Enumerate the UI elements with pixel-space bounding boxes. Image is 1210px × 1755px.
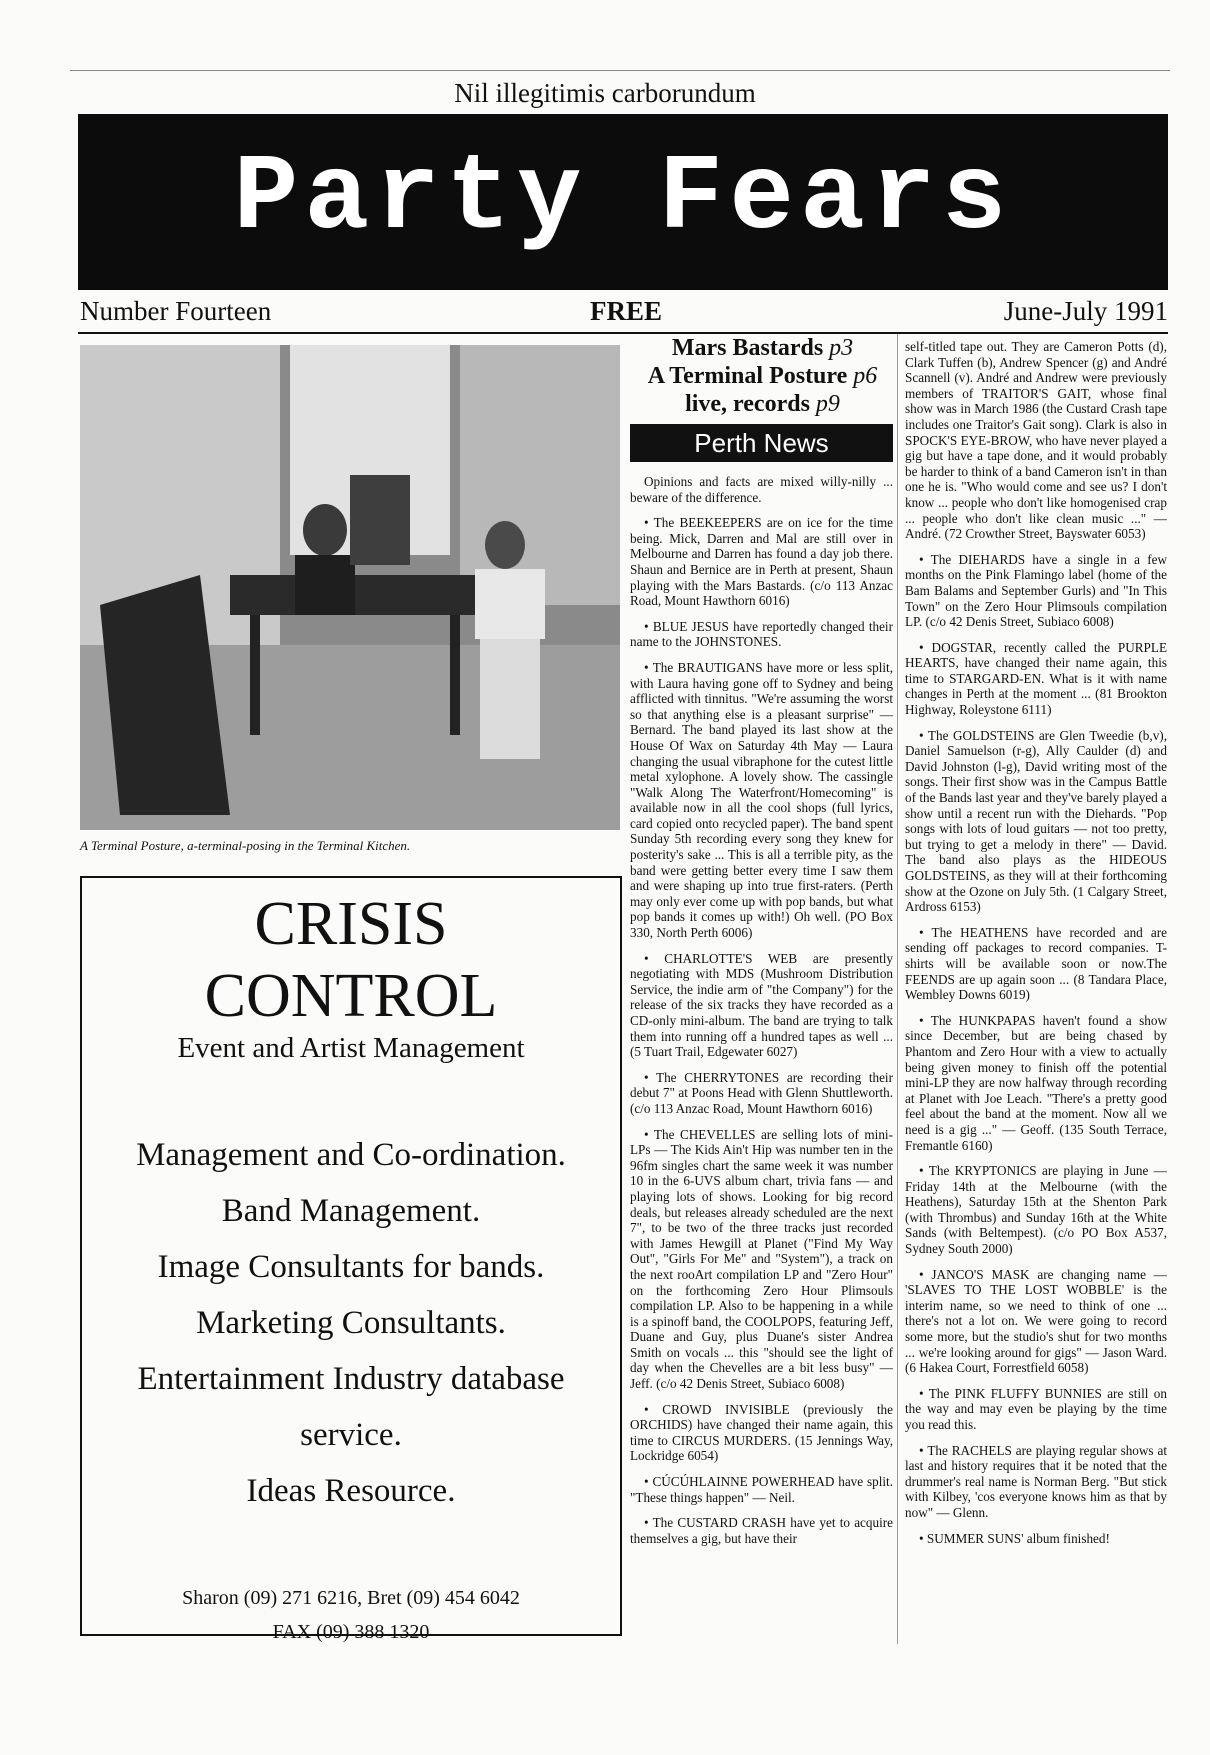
news-item: • The PINK FLUFFY BUNNIES are still on the way and may even be playing by the time you read this.: [905, 1385, 1167, 1432]
news-item: • The CUSTARD CRASH have yet to acquire themselves a gig, but have their: [630, 1515, 893, 1546]
issue-date: June-July 1991: [1003, 296, 1168, 326]
news-item: • BLUE JESUS have reportedly changed their name to the JOHNSTONES.: [630, 618, 893, 650]
ad-fax: FAX (09) 388 1320: [272, 1621, 430, 1643]
news-item: • SUMMER SUNS' album finished!: [919, 1530, 1110, 1546]
ad-service: Image Consultants for bands.: [157, 1249, 545, 1285]
ad-phone: Sharon (09) 271 6216, Bret (09) 454 6042: [182, 1587, 520, 1609]
news-heading: Perth News: [630, 424, 893, 462]
photo-caption: A Terminal Posture, a-terminal-posing in the Terminal Kitchen.: [80, 838, 411, 853]
teaser: live, records p9: [685, 391, 840, 417]
news-item: • DOGSTAR, recently called the PURPLE HEARTS, have changed their name again, this time to STARGARD-EN. What is it with name changes in Perth at the moment ... (81 Brookton Highway, Roleystone 6111): [905, 639, 1167, 718]
ad-subtitle: Event and Artist Management: [177, 1032, 525, 1064]
news-item: • The KRYPTONICS are playing in June — Friday 14th at the Melbourne (with the Heathens), Saturday 15th at the Shenton Park (with Thrombus) and Sunday 16th at the White Sands (with Beltempest). (c/o PO Box A537, Sydney South 2000): [905, 1163, 1167, 1257]
news-item: • The RACHELS are playing regular shows at last and history requires that it be noted that the drummer's real name is Norman Berg. "But stick with Kilbey, 'cos everyone knows him as that by now" — Glenn.: [905, 1442, 1167, 1520]
news-item: • The HUNKPAPAS haven't found a show since December, but are being chased by Phantom and Zero Hour with a view to actually being given money to finish off the potential mini-LP they are now halfway through recording at Planet with Joe Leach. "There's a pretty good feel about the band at the moment. Now all we need is a gig ..." — Geoff. (135 South Terrace, Fremantle 6160): [905, 1012, 1167, 1153]
news-item: • CROWD INVISIBLE (previously the ORCHIDS) have changed their name again, this time to CIRCUS MURDERS. (15 Jennings Way, Lockridge 6054): [630, 1401, 893, 1464]
header-rule: [78, 332, 1168, 334]
news-item: • The CHEVELLES are selling lots of mini-LPs — The Kids Ain't Hip was number ten in the 96fm singles chart the same week it was number 10 in the 6-UVS album chart, trivia fans — and playing lots of shows. Looking for big record deals, but releases already scheduled are the next 7", to be two of the three tracks just recorded with James Hewgill at Planet ("Find My Way Out", "Girls For Me" and "System"), a track on the next rooArt compilation LP and "Zero Hour" on the forthcoming Zero Hour Plimsouls compilation LP. Also to be happening in a while is a spinoff band, the COOLPOPS, featuring Jeff, Duane and Guy, plus Duane's sister Andrea Smith on vocals ... this "should see the light of day when the Chevelles are a bit less busy" — Jeff. (c/o 42 Denis Street, Subiaco 6008): [630, 1126, 893, 1392]
news-column-2: [630, 474, 893, 1556]
news-item: • CHARLOTTE'S WEB are presently negotiating with MDS (Mushroom Distribution Service, the indie arm of "the Company") for the release of the six tracks they have recorded as a CD-only mini-album. The band are trying to talk them into running off a hundred tapes as well ... (5 Tuart Trail, Edgewater 6027): [630, 950, 893, 1060]
motto: Nil illegitimis carborundum: [454, 78, 756, 108]
news-item: • The GOLDSTEINS are Glen Tweedie (b,v), Daniel Samuelson (r-g), Ally Caulder (d) and David Johnston (l-g), David writing most of the songs. Their first show was in the Campus Battle of the Bands last year and they've barely played a show until a recent run with the Diehards. "Pop songs with lots of loud guitars — not too pretty, but trying to get a melody in there" — David. The band also plays as the HIDEOUS GOLDSTEINS, as they will at their forthcoming show at the Ozone on July 5th. (1 Calgary Street, Ardross 6153): [905, 727, 1167, 915]
ad-service: Entertainment Industry database service.: [137, 1361, 565, 1453]
advertisement: [80, 876, 622, 1643]
news-item: • The BEEKEEPERS are on ice for the time being. Mick, Darren and Mal are still over in Melbourne and Darren has found a day job there. Shaun and Bernice are in Perth at present, Shaun playing with the Mars Bastards. (c/o 113 Anzac Road, Mount Hawthorn 6016): [630, 515, 893, 609]
news-item: • The CHERRYTONES are recording their debut 7" at Poons Head with Glenn Shuttleworth. (c/o 113 Anzac Road, Mount Hawthorn 6016): [630, 1069, 893, 1116]
ad-service: Ideas Resource.: [246, 1473, 456, 1509]
top-rule: [70, 70, 1170, 71]
issue-number: Number Fourteen: [80, 296, 272, 326]
band-photo: [80, 345, 620, 830]
news-item: • The HEATHENS have recorded and are sending off packages to record companies. T-shirts will be available soon or now.The FEENDS are up again soon ... (8 Tandara Place, Wembley Downs 6019): [905, 924, 1167, 1003]
issue-price: FREE: [590, 296, 663, 326]
page-teasers: [630, 334, 895, 418]
news-item: • The BRAUTIGANS have more or less split, with Laura having gone off to Sydney and being afflicted with tinnitus. "We're assuming the worst so that anything else is a pleasant surprise" — Bernard. The band played its last show at the House Of Wax on Saturday 4th May — Laura changing the usual vibraphone for the cutest little metal xylophone. A lovely show. The cassingle "Walk Along The Waterfront/Homecoming" is available now in all the cool shops (full lyrics, card copied onto recycled paper). The band spent Sunday 5th recording every song they knew for posterity's sake ... This is all a terrible pity, as the band were getting better every time I saw them and were shaping up into true first-raters. (Perth may only ever come up with pop bands, but what pop bands it comes up with!) Oh well. (PO Box 330, North Perth 6006): [630, 659, 893, 941]
teaser: Mars Bastards p3: [671, 335, 854, 361]
news-item: self-titled tape out. They are Cameron Potts (d), Clark Tuffen (b), Andrew Spencer (g) and André Scannell (v). André and Andrew were previously members of TRAITOR'S GAIT, whose final show was in March 1986 (the Custard Crash tape includes one Traitor's Gait song). Clark is also in SPOCK'S EYE-BROW, who have never played a gig but have a tape done, and it would probably be harder to think of a band Cameron isn't in than one he is. "Who would come and see us? I don't know ... people who don't like homogenised crap ... people who don't like clean music ..." — André. (72 Crowther Street, Bayswater 6053): [905, 339, 1167, 542]
masthead-title: Party Fears: [233, 138, 1013, 260]
news-item: • The DIEHARDS have a single in a few months on the Pink Flamingo label (home of the Bam Balams and September Gurls) and "In This Town" on the Zero Hour Plimsouls compilation LP. (c/o 42 Denis Street, Subiaco 6008): [905, 551, 1167, 630]
ad-service: Marketing Consultants.: [196, 1305, 506, 1341]
news-item: Opinions and facts are mixed willy-nilly ... beware of the difference.: [630, 474, 893, 505]
column-separator: [897, 334, 898, 1644]
teaser: A Terminal Posture p6: [647, 363, 878, 389]
news-item: • JANCO'S MASK are changing name — 'SLAVES TO THE LOST WOBBLE' is the interim name, so we need to think of one ... there's not a lot on. We were going to record some more, but the studio's shut for two months ... we're looking around for gigs" — Jason Ward. (6 Hakea Court, Forrestfield 6058): [905, 1266, 1167, 1376]
ad-title-control: CONTROL: [204, 962, 498, 1030]
news-item: • CÚCÚHLAINNE POWERHEAD have split. "These things happen" — Neil.: [630, 1474, 893, 1505]
ad-service: Management and Co-ordination.: [136, 1137, 566, 1173]
ad-title-crisis: CRISIS: [254, 890, 448, 958]
news-column-3: [905, 339, 1167, 1556]
ad-service: Band Management.: [221, 1193, 481, 1229]
